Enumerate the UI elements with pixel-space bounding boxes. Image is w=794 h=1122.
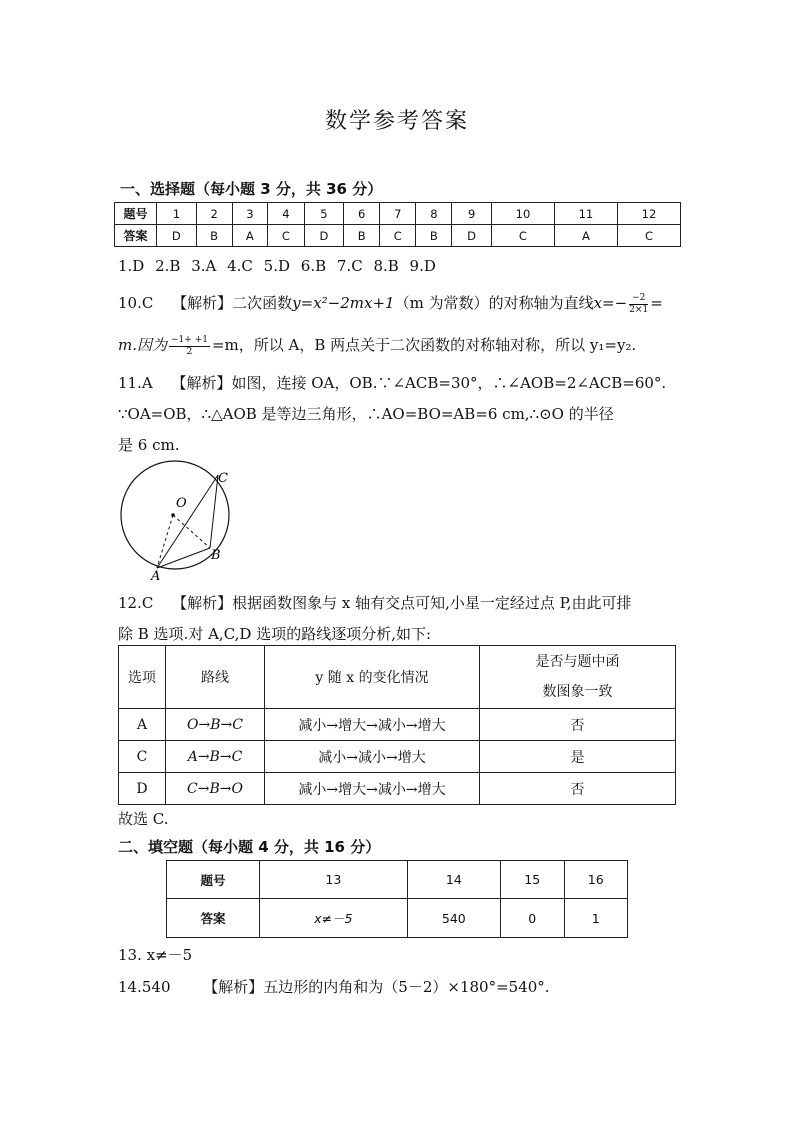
table-cell: C	[617, 225, 680, 247]
table-cell: 4	[268, 203, 304, 225]
table-row	[167, 861, 628, 899]
q10-equals: =	[650, 294, 663, 312]
fraction-numerator: −2	[629, 293, 648, 305]
table-cell: 6	[344, 203, 380, 225]
fraction-denominator: 2×1	[629, 304, 649, 315]
q11-text: 如图，连接 OA，OB.∵∠ACB=30°，∴∠AOB=2∠ACB=60°.	[231, 374, 667, 392]
answer-summary: 1.D 2.B 3.A 4.C 5.D 6.B 7.C 8.B 9.D	[118, 257, 436, 275]
q12-conclusion: 故选 C.	[118, 810, 169, 828]
q14-tag: 【解析】	[203, 978, 264, 996]
table-row	[119, 741, 676, 773]
table-cell: D	[119, 773, 166, 805]
table-row	[167, 899, 628, 938]
table-row	[115, 203, 681, 225]
route-analysis-table	[118, 645, 676, 805]
table-cell: 减小→增大→减小→增大	[265, 709, 480, 741]
table-cell: B	[344, 225, 380, 247]
fraction-numerator: −1+ +1	[171, 334, 208, 345]
q11-line2: ∵OA=OB，∴△AOB 是等边三角形，∴AO=BO=AB=6 cm,∴⊙O 的半径	[118, 405, 614, 423]
table-header: 路线	[166, 646, 265, 709]
q14-line	[118, 976, 550, 997]
radius-oa	[157, 515, 173, 568]
q10-tag: 【解析】	[172, 294, 233, 312]
header-line: 数图象一致	[542, 684, 613, 700]
table-cell: 8	[416, 203, 452, 225]
table-cell: 1	[564, 899, 628, 938]
label-o: O	[176, 496, 187, 511]
q10-axis: x=−	[593, 294, 628, 312]
q12-label: 12.C	[118, 594, 154, 612]
q12-text: 根据函数图象与 x 轴有交点可知,小星一定经过点 P,由此可排	[232, 594, 632, 612]
fraction-denominator: 2	[186, 346, 193, 357]
table-cell: 减小→增大→减小→增大	[265, 773, 480, 805]
table-cell: 5	[304, 203, 344, 225]
q10-line1	[118, 292, 663, 316]
q11-label: 11.A	[118, 374, 153, 392]
q10-text: 二次函数	[232, 294, 293, 312]
q10-text: （m 为常数）的对称轴为直线	[394, 294, 594, 312]
table-cell: 否	[480, 709, 676, 741]
q10-line2	[118, 334, 636, 358]
table-cell: B	[196, 225, 232, 247]
q10-label: 10.C	[118, 294, 154, 312]
table-header: 选项	[119, 646, 166, 709]
table-cell: 14	[407, 861, 500, 899]
q12-tag: 【解析】	[172, 594, 233, 612]
label-c: C	[218, 471, 228, 486]
chord-ab	[157, 548, 210, 568]
table-cell: 2	[196, 203, 232, 225]
table-row	[115, 225, 681, 247]
table-row	[119, 773, 676, 805]
q13-answer: 13. x≠－5	[118, 946, 193, 964]
table-cell: 7	[380, 203, 416, 225]
page-title: 数学参考答案	[324, 109, 469, 134]
label-b: B	[211, 548, 221, 563]
table-cell: C	[380, 225, 416, 247]
q11-tag: 【解析】	[171, 374, 232, 392]
q10-text: m.因为	[118, 336, 167, 354]
table-cell: D	[157, 225, 197, 247]
table-cell: 540	[407, 899, 500, 938]
table-row	[119, 709, 676, 741]
circle-figure	[112, 460, 252, 584]
table-cell: 11	[554, 203, 617, 225]
table-cell: 3	[232, 203, 268, 225]
fill-answer-table	[166, 860, 628, 938]
table-cell: 是	[480, 741, 676, 773]
table-cell: 9	[452, 203, 492, 225]
table-cell: D	[304, 225, 344, 247]
table-cell: D	[452, 225, 492, 247]
table-cell: 减小→减小→增大	[265, 741, 480, 773]
header-line: 是否与题中函	[535, 654, 620, 670]
table-cell: A	[232, 225, 268, 247]
table-cell: 15	[501, 861, 564, 899]
label-a: A	[151, 569, 161, 584]
q11-line3: 是 6 cm.	[118, 436, 180, 454]
table-cell: x≠－5	[260, 899, 408, 938]
row-label: 题号	[167, 861, 260, 899]
section-heading-fill: 二、填空题（每小题 4 分，共 16 分）	[118, 838, 381, 856]
section-heading-choice: 一、选择题（每小题 3 分，共 36 分）	[120, 180, 383, 198]
table-cell: O→B→C	[166, 709, 265, 741]
table-cell: A	[119, 709, 166, 741]
q10-fraction	[629, 293, 648, 316]
table-cell: 10	[491, 203, 554, 225]
table-cell: 16	[564, 861, 628, 899]
table-cell: C	[268, 225, 304, 247]
table-cell: 否	[480, 773, 676, 805]
table-cell: 13	[260, 861, 408, 899]
table-header: y 随 x 的变化情况	[265, 646, 480, 709]
table-cell: B	[416, 225, 452, 247]
row-label: 题号	[115, 203, 157, 225]
q14-text: 五边形的内角和为（5－2）×180°=540°.	[263, 978, 550, 996]
table-row	[119, 646, 676, 709]
table-cell: A	[554, 225, 617, 247]
q10-function: y=x²−2mx+1	[292, 294, 395, 312]
table-cell: 1	[157, 203, 197, 225]
chord-ac	[157, 475, 218, 568]
table-cell: 0	[501, 899, 564, 938]
table-cell: C	[491, 225, 554, 247]
table-cell: C	[119, 741, 166, 773]
table-cell: A→B→C	[166, 741, 265, 773]
table-cell: 12	[617, 203, 680, 225]
table-cell: C→B→O	[166, 773, 265, 805]
q14-label: 14.540	[118, 978, 171, 996]
radius-ob	[173, 515, 210, 548]
q10-text: =m，所以 A，B 两点关于二次函数的对称轴对称，所以 y₁=y₂.	[211, 336, 637, 354]
table-header	[480, 646, 676, 709]
q11-line1	[118, 372, 666, 393]
q12-line1	[118, 592, 632, 613]
q10-fraction	[169, 335, 210, 358]
row-label: 答案	[115, 225, 157, 247]
row-label: 答案	[167, 899, 260, 938]
choice-answer-table	[114, 202, 681, 247]
q12-line2: 除 B 选项.对 A,C,D 选项的路线逐项分析,如下:	[118, 625, 432, 643]
